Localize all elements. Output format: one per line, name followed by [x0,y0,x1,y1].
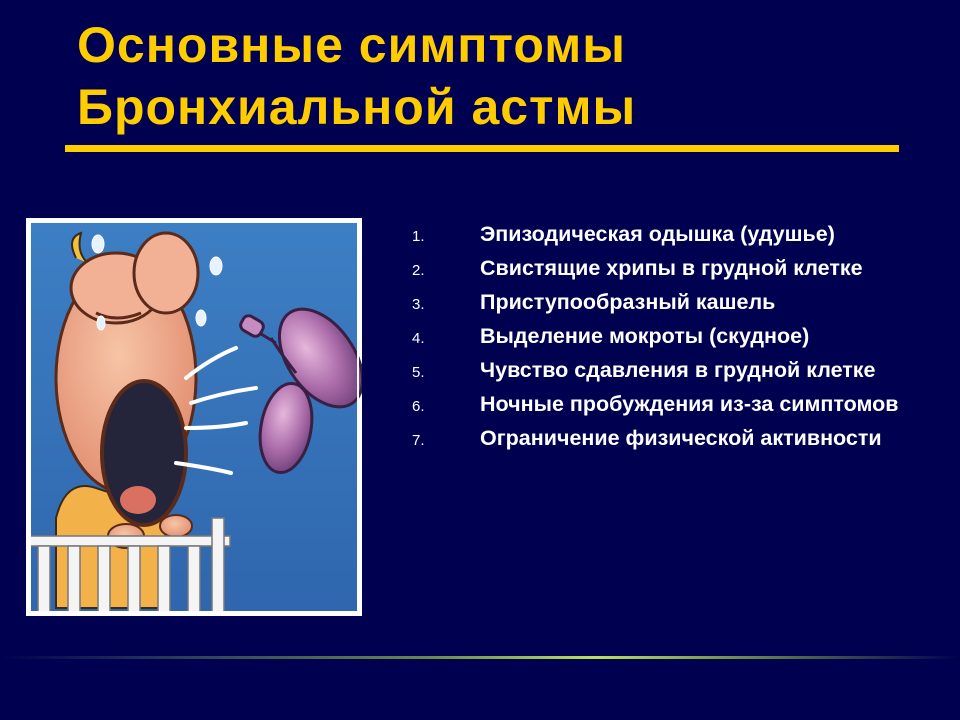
symptom-text: Выделение мокроты (скудное) [480,324,810,348]
symptom-item [412,256,932,283]
symptom-text: Свистящие хрипы в грудной клетке [480,256,863,280]
symptom-list [412,222,932,460]
symptom-item [412,290,932,317]
symptom-number: 1. [412,228,425,245]
illustration-svg [26,218,362,616]
hand-right [160,515,192,537]
symptom-number: 6. [412,398,425,415]
coughing-baby-illustration [26,218,362,616]
symptom-item [412,358,932,385]
symptom-number: 4. [412,330,425,347]
symptom-item [412,392,932,419]
symptom-number: 5. [412,364,425,381]
symptom-item [412,222,932,249]
symptom-text: Чувство сдавления в грудной клетке [480,358,876,382]
eye-bulge-right [134,233,198,313]
symptom-item [412,426,932,453]
tongue [120,486,156,514]
slide-title [77,14,897,138]
footer-divider [0,656,960,659]
symptom-item [412,324,932,351]
title-underline [65,145,899,152]
symptom-text: Ночные пробуждения из-за симптомов [480,392,899,416]
symptom-text: Эпизодическая одышка (удушье) [480,222,835,246]
symptom-number: 3. [412,296,425,313]
symptom-number: 2. [412,262,425,279]
symptom-text: Ограничение физической активности [480,426,882,450]
title-line-1: Основные симптомы [77,17,626,73]
symptom-number: 7. [412,432,425,449]
title-line-2: Бронхиальной астмы [77,79,637,135]
symptom-text: Приступообразный кашель [480,290,776,314]
